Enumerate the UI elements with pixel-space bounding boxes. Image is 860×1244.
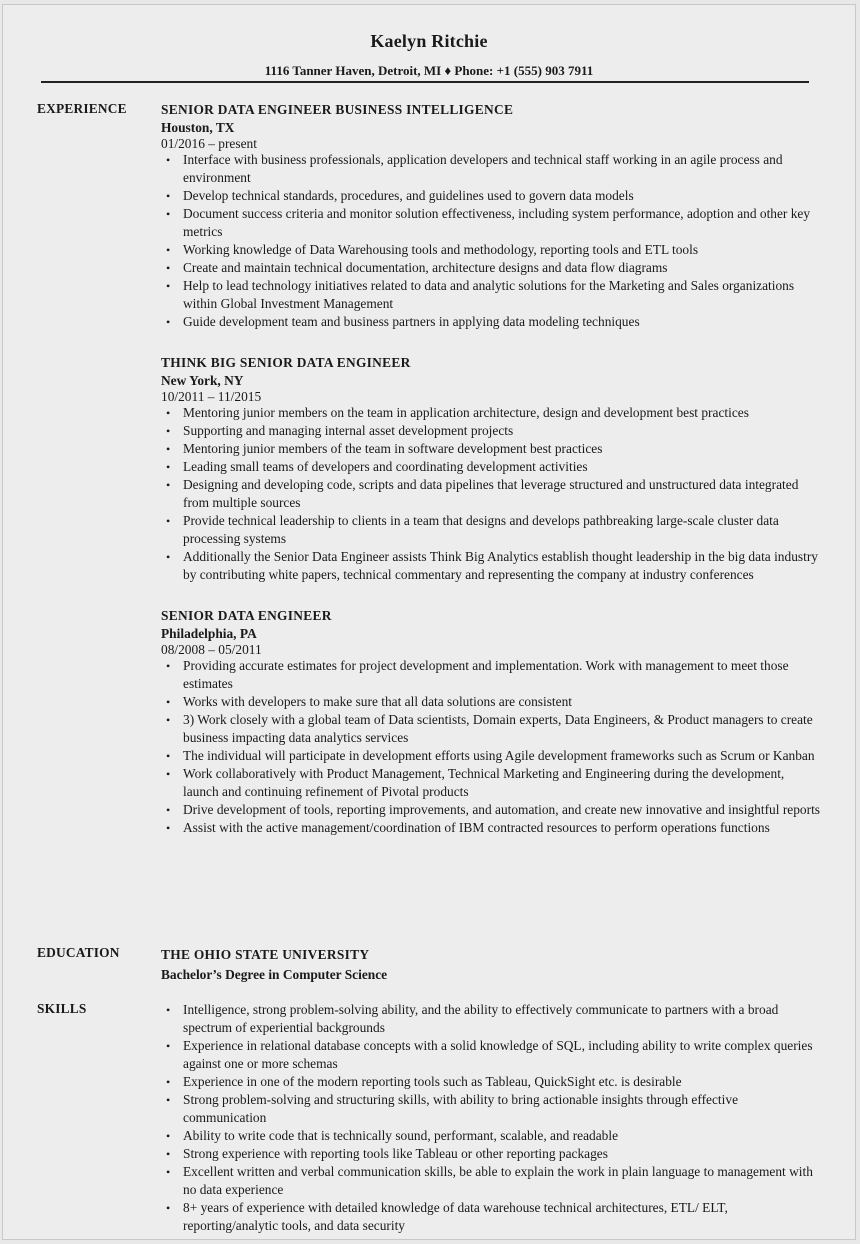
education-heading: EDUCATION: [37, 945, 120, 960]
list-item: • Mentoring junior members of the team in software development best practices: [161, 440, 821, 458]
job-dates: 10/2011 – 11/2015: [161, 389, 262, 404]
job-location: Houston, TX: [161, 120, 235, 135]
skills-heading: SKILLS: [37, 1001, 87, 1016]
list-item: • 8+ years of experience with detailed knowledge of data warehouse technical architectures, ETL/ ELT, reporting/analytic tools, and data security: [161, 1199, 821, 1235]
experience-body: [161, 101, 821, 860]
list-item: • Providing accurate estimates for project development and implementation. Work with management to meet those estimates: [161, 657, 821, 693]
list-item: • Intelligence, strong problem-solving ability, and the ability to effectively communicate to partners with a broad spectrum of experiential backgrounds: [161, 1001, 821, 1037]
list-item: • Additionally the Senior Data Engineer assists Think Big Analytics establish thought leadership in the big data industry by contributing white papers, technical commentary and representing the company at industry conferences: [161, 548, 821, 584]
list-item: • Works with developers to make sure that all data solutions are consistent: [161, 693, 821, 711]
job-dates: 08/2008 – 05/2011: [161, 642, 262, 657]
contact-line: 1116 Tanner Haven, Detroit, MI ♦ Phone: +1 (555) 903 7911: [264, 63, 594, 78]
resume-page: [2, 4, 856, 1240]
job-entry: [161, 101, 821, 331]
list-item: • 3) Work closely with a global team of Data scientists, Domain experts, Data Engineers, & Product managers to create business impacting data analytics services: [161, 711, 821, 747]
skills-bullets: [161, 1001, 821, 1235]
education-body: [161, 945, 821, 985]
list-item: • Excellent written and verbal communication skills, be able to explain the work in plain language to management with no data experience: [161, 1163, 821, 1199]
skills-body: [161, 1001, 821, 1235]
list-item: • Ability to write code that is technically sound, performant, scalable, and readable: [161, 1127, 821, 1145]
list-item: • Leading small teams of developers and coordinating development activities: [161, 458, 821, 476]
job-entry: [161, 607, 821, 837]
school-name: THE OHIO STATE UNIVERSITY: [161, 947, 370, 962]
list-item: • Develop technical standards, procedures, and guidelines used to govern data models: [161, 187, 821, 205]
list-item: • Strong problem-solving and structuring skills, with ability to bring actionable insights through effective communication: [161, 1091, 821, 1127]
job-bullets: [161, 404, 821, 584]
list-item: • Experience in one of the modern reporting tools such as Tableau, QuickSight etc. is desirable: [161, 1073, 821, 1091]
job-dates: 01/2016 – present: [161, 136, 257, 151]
job-title: SENIOR DATA ENGINEER: [161, 608, 332, 623]
job-entry: [161, 354, 821, 584]
list-item: • The individual will participate in development efforts using Agile development frameworks such as Scrum or Kanban: [161, 747, 821, 765]
list-item: • Help to lead technology initiatives related to data and analytic solutions for the Marketing and Sales organizations within Global Investment Management: [161, 277, 821, 313]
list-item: • Create and maintain technical documentation, architecture designs and data flow diagrams: [161, 259, 821, 277]
list-item: • Document success criteria and monitor solution effectiveness, including system performance, adoption and other key metrics: [161, 205, 821, 241]
list-item: • Drive development of tools, reporting improvements, and automation, and create new innovative and insightful reports: [161, 801, 821, 819]
list-item: • Work collaboratively with Product Management, Technical Marketing and Engineering during the development, launch and continuing refinement of Pivotal products: [161, 765, 821, 801]
job-bullets: [161, 151, 821, 331]
list-item: • Guide development team and business partners in applying data modeling techniques: [161, 313, 821, 331]
list-item: • Experience in relational database concepts with a solid knowledge of SQL, including ability to write complex queries against one or more schemas: [161, 1037, 821, 1073]
list-item: • Supporting and managing internal asset development projects: [161, 422, 821, 440]
job-location: Philadelphia, PA: [161, 626, 257, 641]
job-title: THINK BIG SENIOR DATA ENGINEER: [161, 355, 411, 370]
job-location: New York, NY: [161, 373, 244, 388]
experience-heading: EXPERIENCE: [37, 101, 127, 116]
job-title: SENIOR DATA ENGINEER BUSINESS INTELLIGENCE: [161, 102, 514, 117]
list-item: • Designing and developing code, scripts and data pipelines that leverage structured and unstructured data integrated from multiple sources: [161, 476, 821, 512]
job-bullets: [161, 657, 821, 837]
list-item: • Mentoring junior members on the team in application architecture, design and development best practices: [161, 404, 821, 422]
candidate-name: Kaelyn Ritchie: [370, 31, 488, 51]
list-item: • Strong experience with reporting tools like Tableau or other reporting packages: [161, 1145, 821, 1163]
list-item: • Working knowledge of Data Warehousing tools and methodology, reporting tools and ETL tools: [161, 241, 821, 259]
header-divider: [41, 81, 809, 83]
list-item: • Provide technical leadership to clients in a team that designs and develops pathbreaking large-scale cluster data processing systems: [161, 512, 821, 548]
list-item: • Interface with business professionals, application developers and technical staff working in an agile process and environment: [161, 151, 821, 187]
degree-name: Bachelor’s Degree in Computer Science: [161, 967, 388, 982]
list-item: • Assist with the active management/coordination of IBM contracted resources to perform operations functions: [161, 819, 821, 837]
